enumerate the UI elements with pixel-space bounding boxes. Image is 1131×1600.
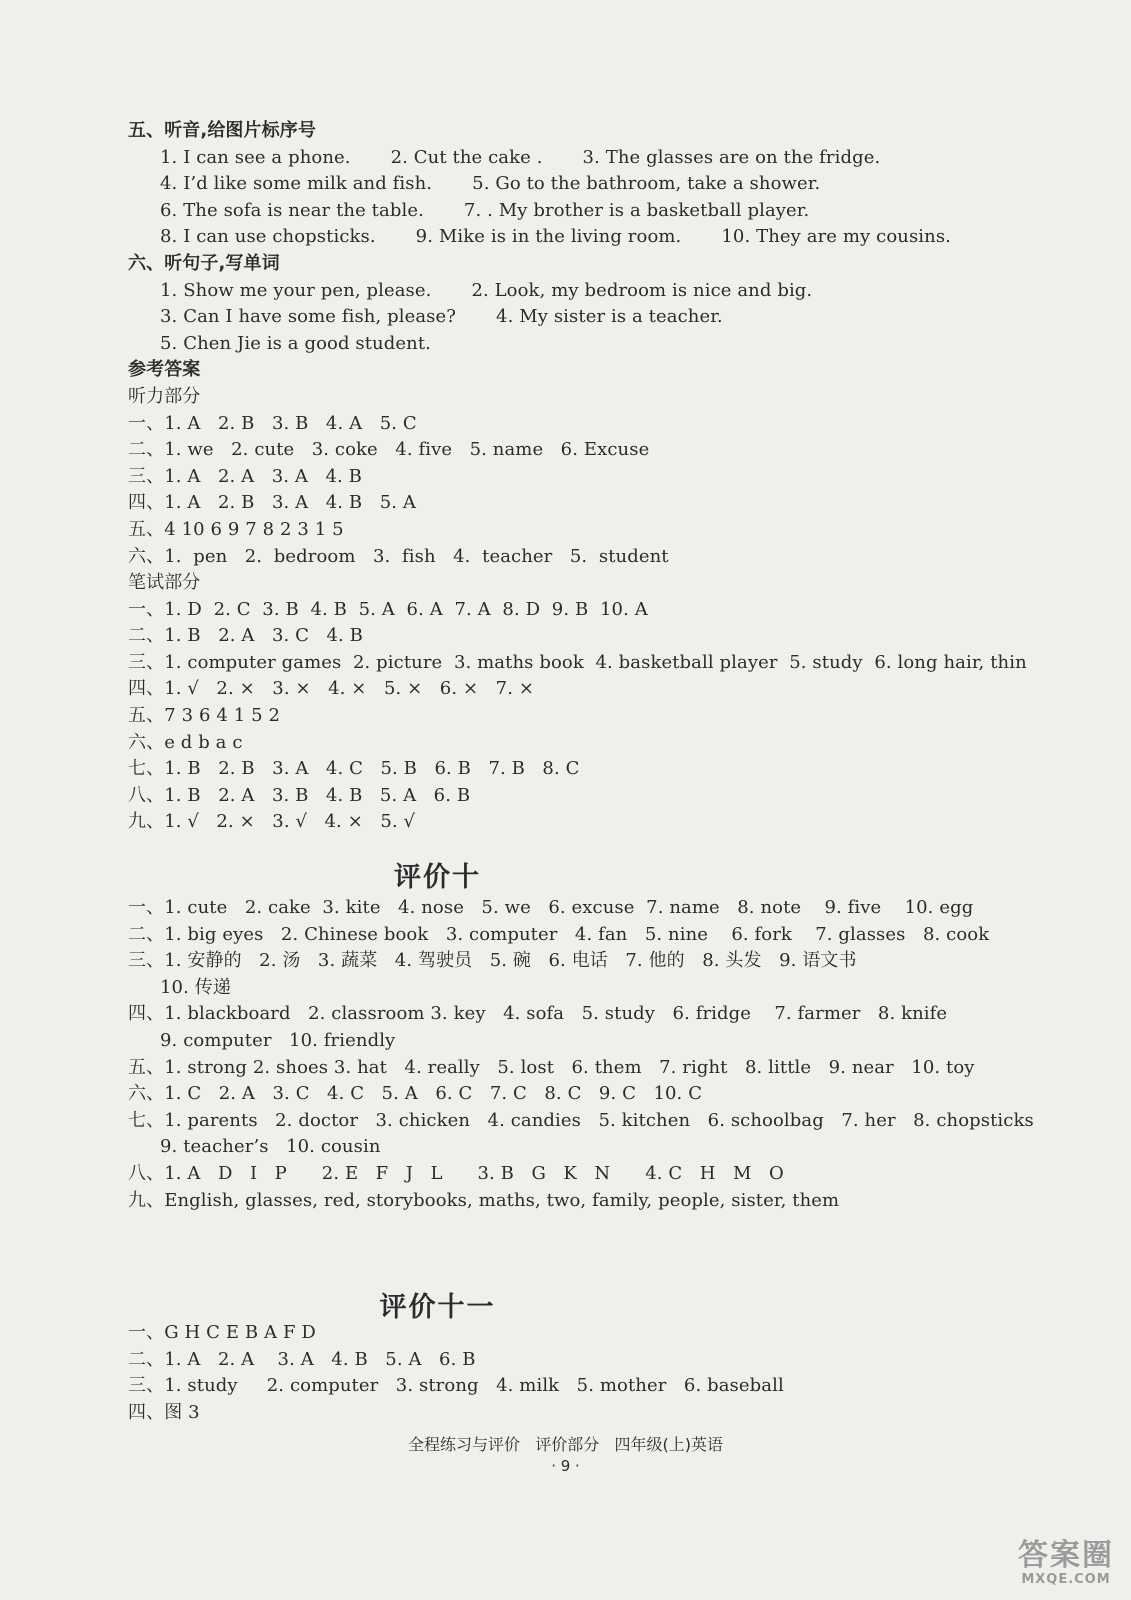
part5-line <box>160 145 1027 172</box>
answer-line: 六、1. pen 2. bedroom 3. fish 4. teacher 5. student <box>128 545 669 567</box>
part6-sentences <box>128 278 1027 358</box>
part6-heading: 六、听句子,写单词 <box>128 252 280 274</box>
answer-line: 二、1. we 2. cute 3. coke 4. five 5. name 6. Excuse <box>128 439 650 461</box>
answer-line: 八、1. B 2. A 3. B 4. B 5. A 6. B <box>128 784 471 806</box>
answer-line: 五、7 3 6 4 1 5 2 <box>128 705 280 727</box>
sentence: 6. The sofa is near the table. <box>160 199 424 221</box>
part5-sentences <box>128 145 1027 251</box>
part5-line <box>160 171 1027 198</box>
answer-line: 三、1. 安静的 2. 汤 3. 蔬菜 4. 驾驶员 5. 碗 6. 电话 7. 他的 8. 头发 9. 语文书 <box>128 950 857 972</box>
answer-line: 四、图 3 <box>128 1401 200 1423</box>
written-heading: 笔试部分 <box>128 572 201 594</box>
watermark-top: 答案圈 <box>1018 1538 1114 1573</box>
sentence: 9. Mike is in the living room. <box>415 226 682 248</box>
eval11-answers <box>128 1320 784 1426</box>
answer-line: 六、1. C 2. A 3. C 4. C 5. A 6. C 7. C 8. C 9. C 10. C <box>128 1083 703 1105</box>
answer-line: 四、1. √ 2. × 3. × 4. × 5. × 6. × 7. × <box>128 678 535 700</box>
part5-line <box>160 198 1027 225</box>
page-number: · 9 · <box>551 1457 580 1475</box>
part6-line <box>160 278 1027 305</box>
answer-line: 9. teacher’s 10. cousin <box>160 1136 381 1158</box>
sentence: 8. I can use chopsticks. <box>160 226 376 248</box>
written-answers <box>128 597 1027 836</box>
sentence: 3. The glasses are on the fridge. <box>582 146 881 168</box>
watermark-logo <box>1007 1540 1125 1590</box>
eval11-title: 评价十一 <box>379 1292 496 1323</box>
answer-line: 五、4 10 6 9 7 8 2 3 1 5 <box>128 518 344 540</box>
answer-line: 二、1. A 2. A 3. A 4. B 5. A 6. B <box>128 1348 476 1370</box>
eval10-title: 评价十 <box>394 862 481 893</box>
answer-line: 三、1. A 2. A 3. A 4. B <box>128 465 363 487</box>
listening-answers <box>128 411 1027 571</box>
answer-line: 七、1. parents 2. doctor 3. chicken 4. candies 5. kitchen 6. schoolbag 7. her 8. chopsticks <box>128 1109 1034 1131</box>
part5-line <box>160 224 1027 251</box>
answer-line: 二、1. big eyes 2. Chinese book 3. computer 4. fan 5. nine 6. fork 7. glasses 8. cook <box>128 923 990 945</box>
answer-line: 九、1. √ 2. × 3. √ 4. × 5. √ <box>128 811 416 833</box>
sentence: 3. Can I have some fish, please? <box>160 306 457 328</box>
sentence: 2. Look, my bedroom is nice and big. <box>471 279 813 301</box>
sentence: 4. I’d like some milk and fish. <box>160 173 433 195</box>
sentence: 1. Show me your pen, please. <box>160 279 432 301</box>
part5-heading: 五、听音,给图片标序号 <box>128 120 316 141</box>
answer-line: 七、1. B 2. B 3. A 4. C 5. B 6. B 7. B 8. C <box>128 758 580 780</box>
answer-line: 一、1. A 2. B 3. B 4. A 5. C <box>128 412 417 434</box>
answer-line: 二、1. B 2. A 3. C 4. B <box>128 625 364 647</box>
listening-script-block <box>128 118 1027 836</box>
answer-line: 三、1. study 2. computer 3. strong 4. milk 5. mother 6. baseball <box>128 1375 784 1397</box>
sentence: 4. My sister is a teacher. <box>496 306 723 328</box>
answer-line: 一、1. D 2. C 3. B 4. B 5. A 6. A 7. A 8. D 9. B 10. A <box>128 598 648 620</box>
listening-heading: 听力部分 <box>128 385 201 407</box>
sentence: 1. I can see a phone. <box>160 146 351 168</box>
part6-line <box>160 331 1027 358</box>
watermark-bottom: MXQE.COM <box>1021 1572 1111 1587</box>
page-footer <box>0 1432 1131 1475</box>
part6-line <box>160 304 1027 331</box>
answer-line: 一、1. cute 2. cake 3. kite 4. nose 5. we 6. excuse 7. name 8. note 9. five 10. egg <box>128 897 974 918</box>
sentence: 5. Go to the bathroom, take a shower. <box>472 173 821 195</box>
answer-line: 八、1. A D I P 2. E F J L 3. B G K N 4. C H M O <box>128 1162 784 1184</box>
answer-line: 一、G H C E B A F D <box>128 1322 316 1343</box>
answer-line: 九、English, glasses, red, storybooks, maths, two, family, people, sister, them <box>128 1189 840 1211</box>
answer-line: 四、1. blackboard 2. classroom 3. key 4. sofa 5. study 6. fridge 7. farmer 8. knife <box>128 1003 948 1025</box>
answer-line: 四、1. A 2. B 3. A 4. B 5. A <box>128 492 416 514</box>
sentence: 2. Cut the cake . <box>390 146 543 168</box>
answer-line: 10. 传递 <box>160 976 231 998</box>
answer-line: 五、1. strong 2. shoes 3. hat 4. really 5. lost 6. them 7. right 8. little 9. near 10. toy <box>128 1056 975 1078</box>
sentence: 7. . My brother is a basketball player. <box>463 199 810 221</box>
sentence: 5. Chen Jie is a good student. <box>160 332 431 354</box>
answer-line: 六、e d b a c <box>128 731 243 753</box>
eval10-answers <box>128 895 1034 1214</box>
answer-line: 三、1. computer games 2. picture 3. maths book 4. basketball player 5. study 6. long hair, thin <box>128 651 1027 673</box>
footer-text: 全程练习与评价 评价部分 四年级(上)英语 <box>407 1435 723 1454</box>
answers-heading: 参考答案 <box>128 359 201 381</box>
sentence: 10. They are my cousins. <box>721 226 951 248</box>
answer-line: 9. computer 10. friendly <box>160 1029 396 1051</box>
